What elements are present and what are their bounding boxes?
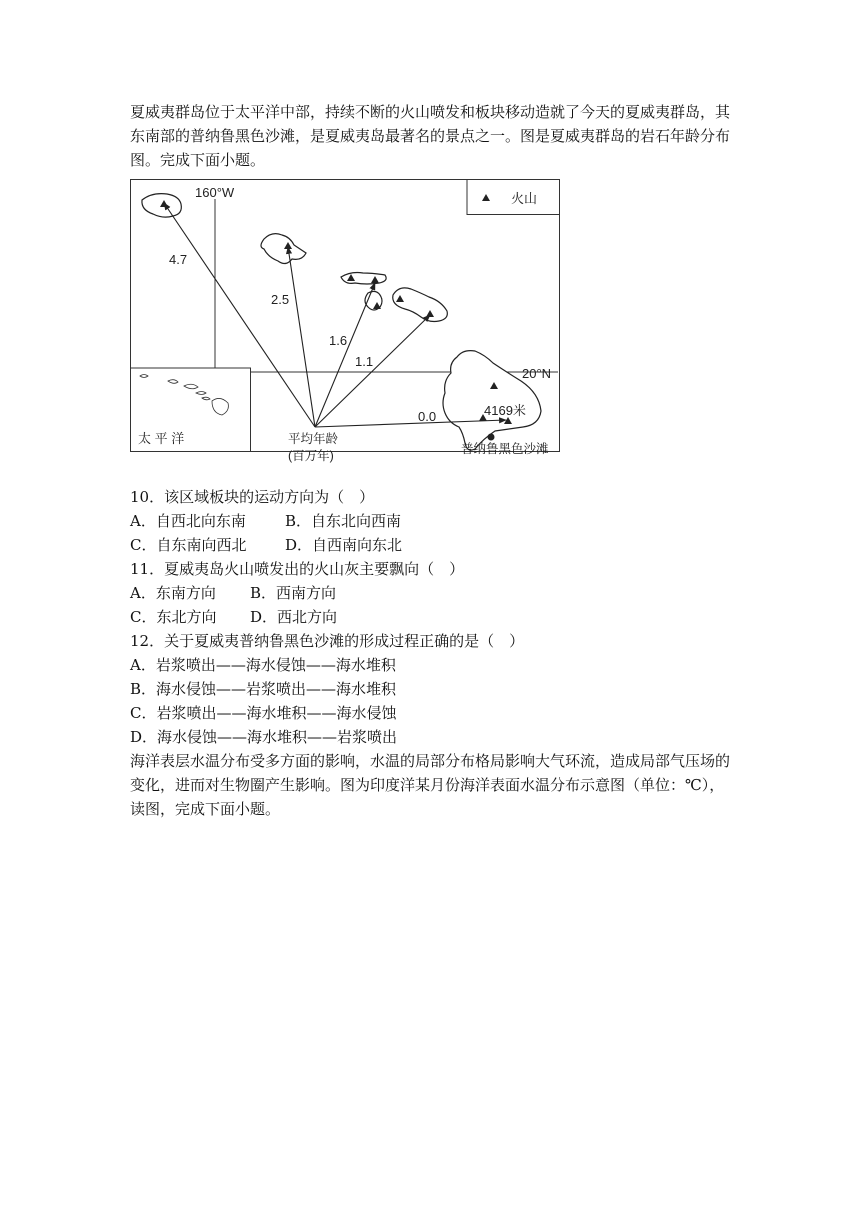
question-12-stem: 12．关于夏威夷普纳鲁黑色沙滩的形成过程正确的是（ ） xyxy=(130,632,525,650)
age-label: 1.1 xyxy=(355,354,374,369)
q11-option-b: B．西南方向 xyxy=(250,584,337,602)
age-label: 1.6 xyxy=(329,333,348,348)
q11-option-c: C．东北方向 xyxy=(130,608,217,626)
summit-elevation-label: 4169米 xyxy=(484,403,526,418)
closing-paragraph: 海洋表层水温分布受多方面的影响，水温的局部分布格局影响大气环流，造成局部气压场的变化，进而对生物圈产生影响。图为印度洋某月份海洋表面水温分布示意图（单位：℃），读图，完成下面小题。 xyxy=(130,752,731,818)
beach-marker xyxy=(488,434,495,441)
origin-unit-label: (百万年) xyxy=(288,449,334,463)
map-legend xyxy=(467,180,560,215)
q12-option-c: C．岩浆喷出——海水堆积——海水侵蚀 xyxy=(130,704,397,722)
q10-option-c: C．自东南向西北 xyxy=(130,536,247,554)
q12-option-d: D．海水侵蚀——海水堆积——岩浆喷出 xyxy=(130,728,398,746)
intro-paragraph: 夏威夷群岛位于太平洋中部，持续不断的火山喷发和板块移动造就了今天的夏威夷群岛，其东南部的普纳鲁黑色沙滩，是夏威夷岛最著名的景点之一。图是夏威夷群岛的岩石年龄分布图。完成下面小题。 xyxy=(130,103,731,169)
q12-option-b: B．海水侵蚀——岩浆喷出——海水堆积 xyxy=(130,680,397,698)
parallel-label: 20°N xyxy=(522,366,552,381)
age-label: 4.7 xyxy=(169,252,188,267)
q11-option-d: D．西北方向 xyxy=(250,608,338,626)
question-10-stem: 10．该区域板块的运动方向为（ ） xyxy=(130,488,375,506)
age-label: 2.5 xyxy=(271,292,290,307)
legend-label: 火山 xyxy=(511,191,538,206)
meridian-label: 160°W xyxy=(195,185,235,200)
beach-label: 普纳鲁黑色沙滩 xyxy=(461,442,549,456)
island-molokai xyxy=(341,273,386,285)
inset-label: 太 平 洋 xyxy=(138,431,185,446)
hawaii-rock-age-map xyxy=(130,179,560,463)
q10-option-a: A．自西北向东南 xyxy=(130,512,246,530)
q11-option-a: A．东南方向 xyxy=(130,584,216,602)
pacific-inset-map xyxy=(131,368,251,452)
age-label: 0.0 xyxy=(418,409,437,424)
q12-option-a: A．岩浆喷出——海水侵蚀——海水堆积 xyxy=(130,656,396,674)
question-11-stem: 11．夏威夷岛火山喷发出的火山灰主要飘向（ ） xyxy=(130,560,465,578)
q10-option-d: D．自西南向东北 xyxy=(285,536,403,554)
origin-label: 平均年龄 xyxy=(288,432,339,446)
q10-option-b: B．自东北向西南 xyxy=(285,512,402,530)
